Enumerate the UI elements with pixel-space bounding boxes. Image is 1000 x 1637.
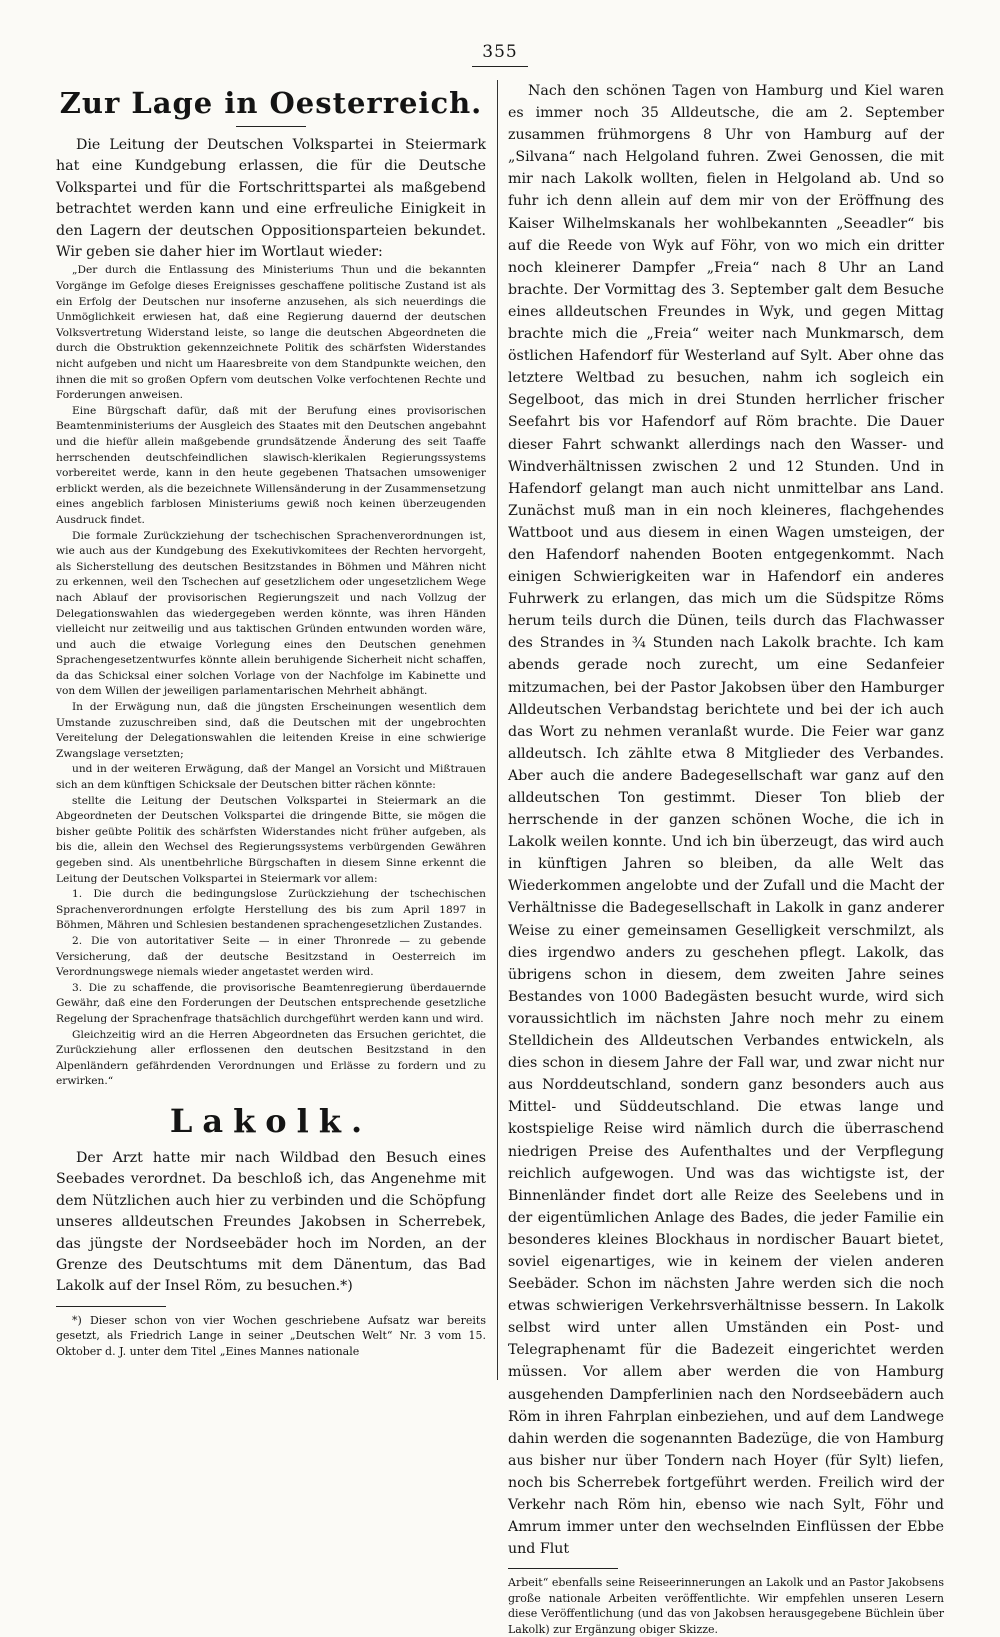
lakolk-travel-paragraph: Nach den schönen Tagen von Hamburg und Kiel waren es immer noch 35 Alldeutsche, die am 2. September zusammen frühmorgens 8 Uhr von Hamburg auf der „Silvana“ nach Helgoland fuhren. Zwei Genossen, die mit mir nach Lakolk wollten, fielen in Helgoland ab. Und so fuhr ich denn allein auf dem mir von der Eröffnung des Kaiser Wilhelmskanals her wohlbekannten „Seeadler“ bis auf die Reede von Wyk auf Föhr, von wo mich ein dritter noch kleinerer Dampfer „Freia“ nach 8 Uhr an Land brachte. Der Vormittag des 3. September galt dem Besuche eines alldeutschen Freundes in Wyk, und gegen Mittag brachte mich die „Freia“ weiter nach Munkmarsch, dem östlichen Hafendorf für Westerland auf Sylt. Aber ohne das letztere Weltbad zu besuchen, nahm ich sogleich ein Segelboot, das mich in drei Stunden herrlicher frischer Seefahrt bis vor Hafendorf auf Röm brachte. Die Dauer dieser Fahrt schwankt allerdings nach den Wasser- und Windverhältnissen zwischen 2 und 12 Stunden. Und in Hafendorf gelangt man auch nicht unmittelbar ans Land. Zunächst muß man in ein noch kleineres, flachgehendes Wattboot und aus diesem in einen Wagen umsteigen, der den Hafendorf nahenden Booten entgegenkommt. Nach einigen Schwierigkeiten war in Hafendorf ein anderes Fuhrwerk zu erlangen, das mich um die Südspitze Röms herum teils durch die Dünen, teils durch das Flachwasser des Strandes in ¾ Stunden nach Lakolk brachte. Ich kam abends gerade noch zurecht, um eine Sedanfeier mitzumachen, bei der Pastor Jakobsen über den Hamburger Alldeutschen Verbandstag berichtete und bei der ich auch das Wort zu nehmen veranlaßt wurde. Die Feier war ganz alldeutsch. Ich zählte etwa 8 Mitglieder des Verbandes. Aber auch die andere Badegesellschaft war ganz auf den alldeutschen Ton gestimmt. Dieser Ton blieb der herrschende in der ganzen schönen Woche, die ich in Lakolk weilen konnte. Und ich bin überzeugt, das wird auch in künftigen Jahren so bleiben, da alle Welt das Wiederkommen angelobte und der Zufall und die Macht der Verhältnisse die Badegesellschaft in Lakolk in ganz anderer Weise zu einer gemeinsamen Geselligkeit verschmilzt, als dies irgendwo anders zu geschehen pflegt. Lakolk, das übrigens schon in diesem, dem zweiten Jahre seines Bestandes von 1000 Badegästen besucht wurde, wird sich voraussichtlich im nächsten Jahre noch mehr zu einem Stelldichein des Alldeutschen Verbandes entwickeln, als dies schon in diesem Jahre der Fall war, und zwar nicht nur aus Norddeutschland, sondern ganz besonders auch aus Mittel- und Süddeutschland. Die etwas lange und kostspielige Reise wird nämlich durch die überraschend niedrigen Preise des Aufenthaltes und der Verpflegung reichlich aufgewogen. Und was das wichtigste ist, der Binnenländer findet dort alle Reize des Seelebens und in der eigentümlichen Anlage des Bades, die jeder Familie ein besonderes kleines Blockhaus in nordischer Bauart bietet, soviel eigenartiges, wie in keinem der vielen anderen Seebäder. Schon im nächsten Jahre werden sich die noch etwas schwierigen Verkehrsverhältnisse bessern. In Lakolk selbst wird unter allen Umständen ein Post- und Telegraphenamt für die Badezeit eingerichtet werden müssen. Vor allem aber werden die von Hamburg ausgehenden Dampferlinien nach den Nordseebädern auch Röm in ihren Fahrplan einbeziehen, und auf dem Landwege dahin werden die sogenannten Badezüge, die von Hamburg aus bisher nur über Tondern nach Hoyer (für Sylt) liefen, noch bis Scherrebek fortgeführt werden. Freilich wird der Verkehr nach Röm hin, ebenso wie nach Sylt, Föhr und Amrum immer unter den wechselnden Einflüssen der Ebbe und Flut bbox=[508, 83, 944, 1558]
page-number: 355 bbox=[482, 42, 518, 62]
article-title-lakolk: Lakolk. bbox=[169, 1101, 373, 1140]
intro-paragraph: Die Leitung der Deutschen Volkspartei in Steiermark hat eine Kundgebung erlassen, die für die Deutsche Volkspartei und für die Fortschrittspartei als maßgebend betrachtet werden kann und eine erfreuliche Einigkeit in den Lagern der deutschen Oppositionsparteien bekundet. Wir geben sie daher hier im Wortlaut wieder: bbox=[56, 137, 486, 261]
footnote-continued-text: Arbeit“ ebenfalls seine Reiseerinnerungen an Lakolk und an Pastor Jakobsens große nationale Arbeiten veröffentlichte. Wir empfehlen unseren Lesern diese Veröffentlichung (und das von Jakobsen herausgegebene Büchlein über Lakolk) zur Ergänzung obiger Skizze. bbox=[508, 1576, 944, 1636]
title-rule bbox=[236, 126, 306, 127]
quote-paragraph: In der Erwägung nun, daß die jüngsten Erscheinungen wesentlich dem Umstande zuzuschreiben sind, daß die Deutschen mit der ungebrochten Vereitelung der Delegationswahlen die leitenden Kreise in eine schwierige Zwangslage versetzten; bbox=[56, 701, 486, 760]
footnote-rule-right bbox=[508, 1568, 618, 1569]
quote-paragraph: Eine Bürgschaft dafür, daß mit der Berufung eines provisorischen Beamtenministeriums der Ausgleich des Staates mit den Deutschen angebahnt und die hiefür allein maßgebende grundsätzende Änderung des seit Taaffe herrschenden deutschfeindlichen slawisch-klerikalen Regierungssystems vorbereitet werde, kann in den heute gegebenen Thatsachen umsoweniger erblickt werden, als die bezeichnete Willensänderung in der Zusammensetzung eines angeblich farblosen Ministeriums gewiß noch keinen überzeugenden Ausdruck findet. bbox=[56, 404, 486, 526]
quote-paragraph: Die formale Zurückziehung der tschechischen Sprachenverordnungen ist, wie auch aus der Kundgebung des Exekutivkomitees der Rechten hervorgeht, als Sicherstellung des deutschen Besitzstandes in Böhmen und Mähren nicht zu erkennen, weil den Tschechen auf gesetzlichem oder ungesetzlichem Wege nach Ablauf der provisorischen Regierungszeit und nach Vollzug der Delegationswahlen das wiedergegeben werden könnte, was ihren Händen vielleicht nur zeitweilig und aus taktischen Gründen entwunden worden wäre, und auch die etwaige Vorlegung eines den Deutschen genehmen Sprachengesetzentwurfes könnte allein beruhigende Sicherheit nicht schaffen, da das Schicksal einer solchen Vorlage von der Nachfolge im Kabinette und von dem Willen der jeweiligen parlamentarischen Mehrheit abhängt. bbox=[56, 529, 486, 698]
quote-paragraph: und in der weiteren Erwägung, daß der Mangel an Vorsicht und Mißtrauen sich an dem künftigen Schicksale der Deutschen bitter rächen könnte: bbox=[56, 763, 486, 792]
quote-paragraph: stellte die Leitung der Deutschen Volkspartei in Steiermark an die Abgeordneten der Deutschen Volkspartei die dringende Bitte, sie mögen die bisher geübte Politik des schärfsten Widerstandes nicht früher aufgeben, als bis die, allein den Wechsel des Regierungssystems verbürgenden Gewähren gegeben sind. Als unentbehrliche Bürgschaften in diesem Sinne erkennt die Leitung der Deutschen Volkspartei in Steiermark vor allem: bbox=[56, 794, 486, 885]
quote-list-item: 3. Die zu schaffende, die provisorische Beamtenregierung überdauernde Gewähr, daß eine den Forderungen der Deutschen entsprechende gesetzliche Regelung der Sprachenfrage thatsächlich durchgeführt werden kann und wird. bbox=[56, 981, 486, 1025]
quote-paragraph: Gleichzeitig wird an die Herren Abgeordneten das Ersuchen gerichtet, die Zurückziehung aller erflossenen den deutschen Besitzstand in den Alpenländern gefährdenden Verordnungen und Erlässe zu fordern und zu erwirken.“ bbox=[56, 1028, 486, 1088]
quote-list-item: 1. Die durch die bedingungslose Zurückziehung der tschechischen Sprachenverordnungen erfolgte Herstellung des bis zum April 1897 in Böhmen, Mähren und Schlesien bestandenen sprachengesetzlichen Zustandes. bbox=[56, 888, 486, 932]
right-column bbox=[508, 80, 944, 1637]
left-column bbox=[56, 80, 486, 1359]
footnote-continuation bbox=[508, 1575, 944, 1637]
quote-list-item: 2. Die von autoritativer Seite — in einer Thronrede — zu gebende Versicherung, daß der deutsche Besitzstand in Oesterreich im Verordnungswege niemals wieder angetastet werden wird. bbox=[56, 934, 486, 979]
quote-paragraph: „Der durch die Entlassung des Ministeriums Thun und die bekannten Vorgänge im Gefolge dieses Ereignisses geschaffene politische Zustand ist als ein Erfolg der Deutschen nur insoferne anzusehen, als sich neuerdings die Unmöglichkeit erwiesen hat, daß eine Regierung dauernd der deutschen Volksvertretung Widerstand leiste, so lange die deutschen Abgeordneten die durch die Obstruktion gekennzeichnete Politik des schärfsten Widerstandes nicht aufgeben und nicht um Haaresbreite von dem Standpunkte weichen, den ihnen die mit so großen Opfern vom deutschen Volke verfochtenen Rechte und Forderungen anweisen. bbox=[56, 264, 486, 402]
footnote: *) Dieser schon von vier Wochen geschriebene Aufsatz war bereits gesetzt, als Friedrich Lange in seiner „Deutschen Welt“ Nr. 3 vom 15. Oktober d. J. unter dem Titel „Eines Mannes nationale bbox=[56, 1313, 486, 1358]
article-title-oesterreich: Zur Lage in Oesterreich. bbox=[59, 86, 483, 120]
header-rule bbox=[472, 66, 528, 67]
footnote-rule bbox=[56, 1306, 166, 1307]
column-divider bbox=[497, 80, 498, 1380]
lakolk-intro-paragraph: Der Arzt hatte mir nach Wildbad den Besuch eines Seebades verordnet. Da beschloß ich, das Angenehme mit dem Nützlichen auch hier zu verbinden und die Schöpfung unseres alldeutschen Freundes Jakobsen in Scherrebek, das jüngste der Nordseebäder hoch im Norden, an der Grenze des Deutschtums mit dem Dänentum, das Bad Lakolk auf der Insel Röm, zu besuchen.*) bbox=[56, 1149, 486, 1295]
